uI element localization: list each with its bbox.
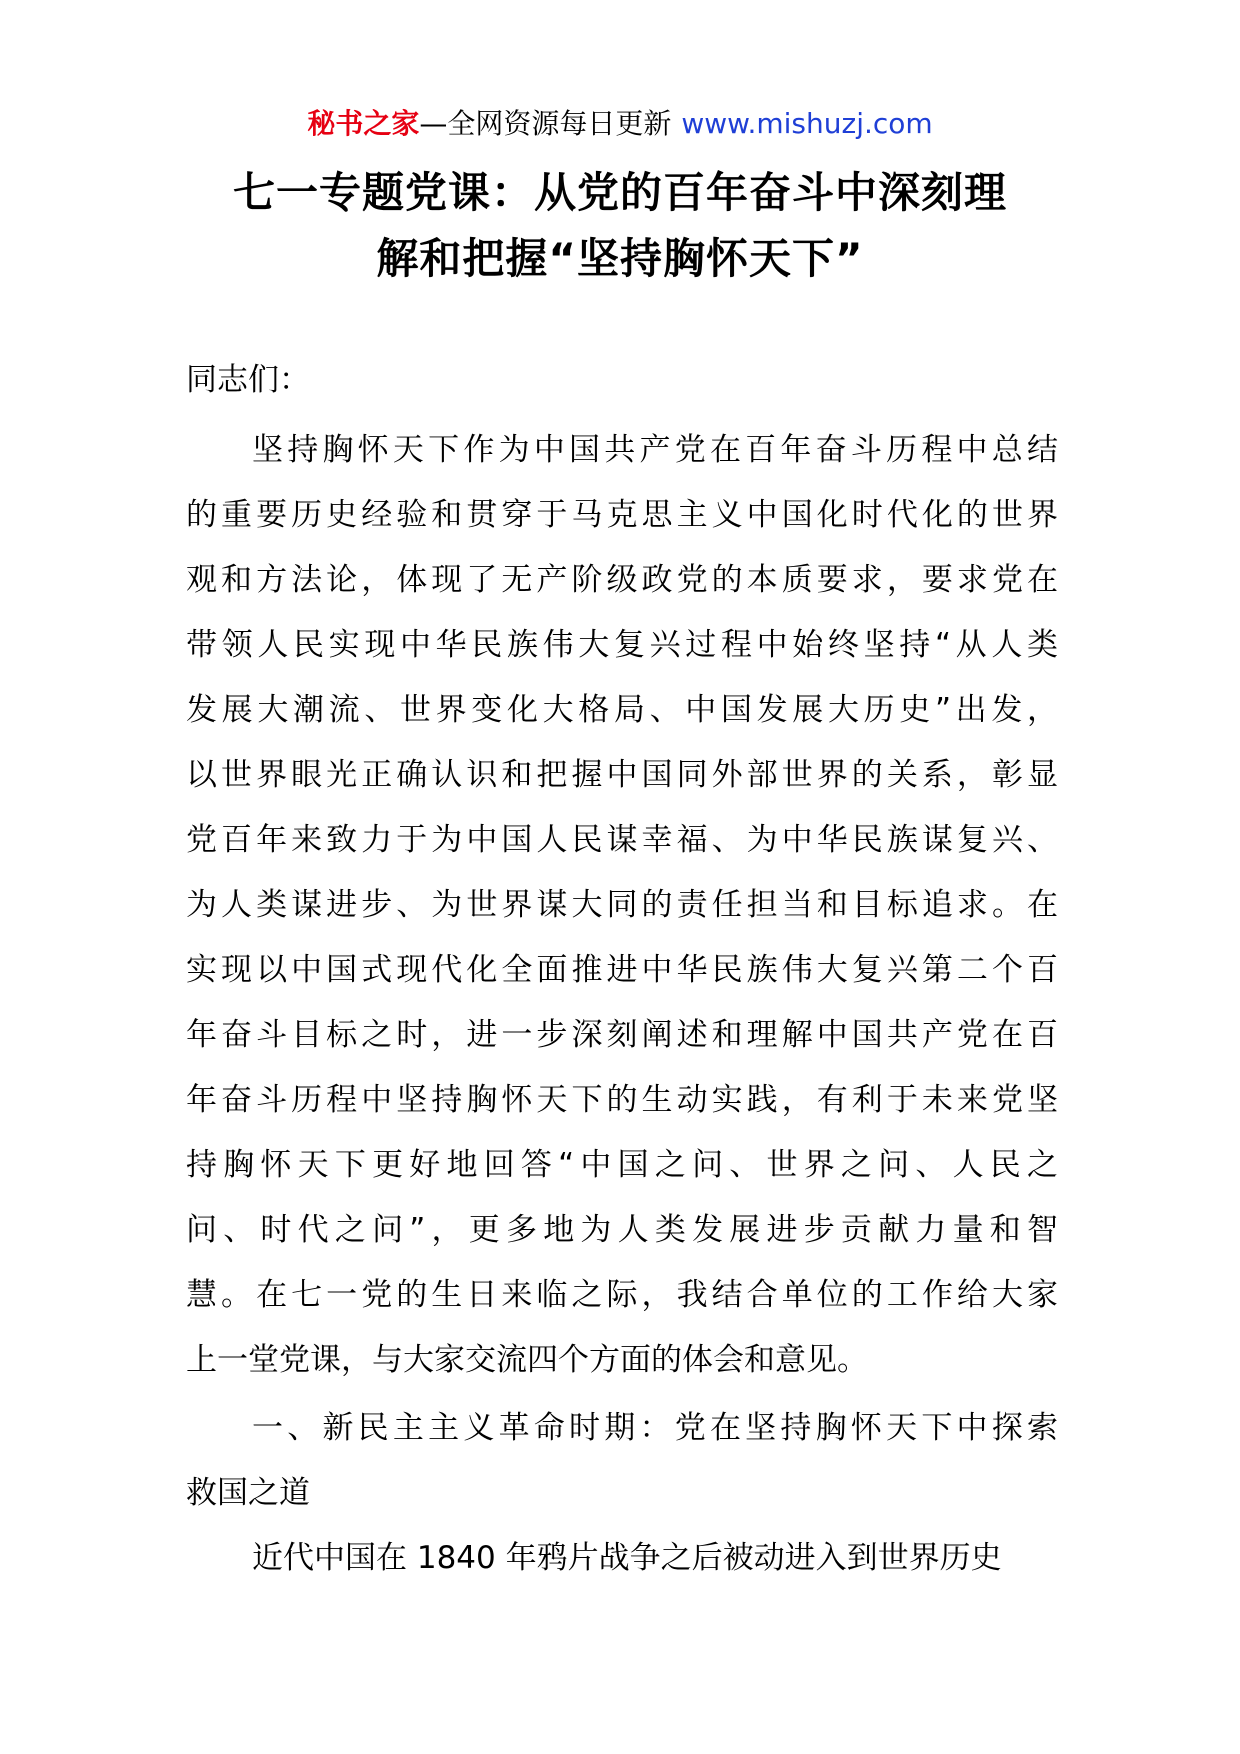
heading-line: 一、新民主主义革命时期：党在坚持胸怀天下中探索 (252, 1410, 1058, 1446)
paragraph-line: 上一堂党课，与大家交流四个方面的体会和意见。 (186, 1342, 868, 1378)
greeting: 同志们： (186, 362, 310, 398)
paragraph-line: 发展大潮流、世界变化大格局、中国发展大历史”出发， (186, 692, 1058, 728)
title-line: 七一专题党课：从党的百年奋斗中深刻理 (232, 168, 1007, 217)
paragraph-line: 年奋斗目标之时，进一步深刻阐述和理解中国共产党在百 (186, 1017, 1058, 1053)
paragraph-line: 以世界眼光正确认识和把握中国同外部世界的关系，彰显 (186, 757, 1058, 793)
paragraph-line: 党百年来致力于为中国人民谋幸福、为中华民族谋复兴、 (186, 822, 1058, 858)
paragraph-line: 坚持胸怀天下作为中国共产党在百年奋斗历程中总结 (252, 432, 1058, 468)
site-url-link[interactable]: www.mishuzj.com (681, 107, 933, 140)
document-title (150, 160, 1090, 292)
paragraph-section-1 (186, 1526, 1058, 1591)
title-line: 解和把握“坚持胸怀天下” (376, 234, 864, 283)
paragraph-line: 持胸怀天下更好地回答“中国之问、世界之问、人民之 (186, 1147, 1058, 1183)
paragraph-line: 的重要历史经验和贯穿于马克思主义中国化时代化的世界 (186, 497, 1058, 533)
paragraph-line: 年奋斗历程中坚持胸怀天下的生动实践，有利于未来党坚 (186, 1082, 1058, 1118)
paragraph-line: 实现以中国式现代化全面推进中华民族伟大复兴第二个百 (186, 952, 1058, 988)
heading-line: 救国之道 (186, 1475, 310, 1511)
paragraph-intro (186, 418, 1058, 1393)
paragraph-line: 观和方法论，体现了无产阶级政党的本质要求，要求党在 (186, 562, 1058, 598)
brand-name: 秘书之家 (307, 107, 420, 140)
header-tagline: —全网资源每日更新 (419, 107, 672, 140)
paragraph-line: 慧。在七一党的生日来临之际，我结合单位的工作给大家 (186, 1277, 1058, 1313)
paragraph-line: 问、时代之问”，更多地为人类发展进步贡献力量和智 (186, 1212, 1058, 1248)
paragraph-line: 近代中国在 1840 年鸦片战争之后被动进入到世界历史 (252, 1540, 1002, 1576)
site-header (0, 102, 1240, 146)
paragraph-line: 为人类谋进步、为世界谋大同的责任担当和目标追求。在 (186, 887, 1058, 923)
section-heading-1 (186, 1396, 1058, 1526)
paragraph-line: 带领人民实现中华民族伟大复兴过程中始终坚持“从人类 (186, 627, 1058, 663)
